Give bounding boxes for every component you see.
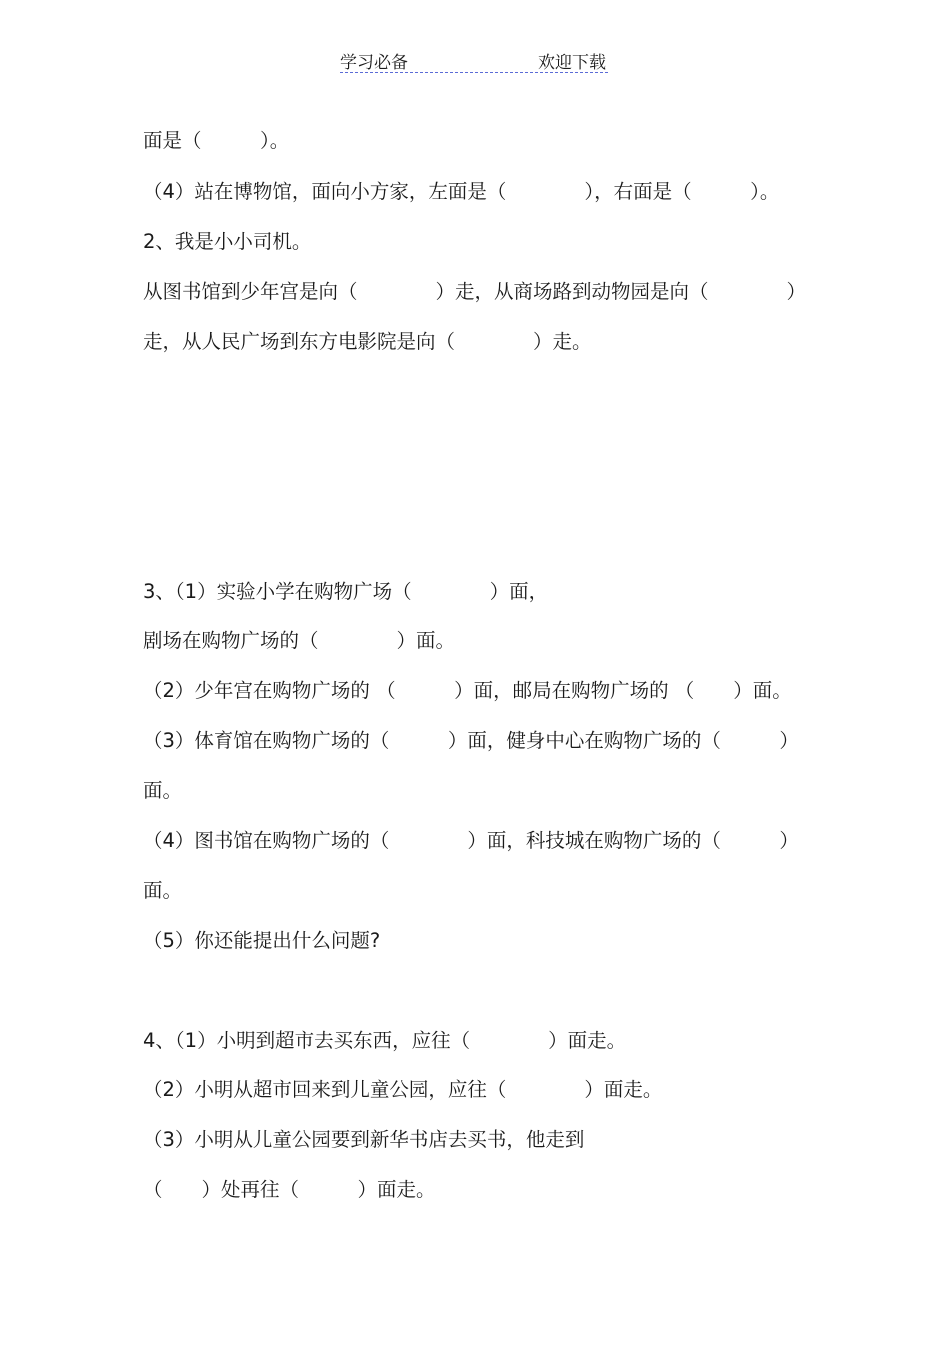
question-title: 2、我是小小司机。: [143, 230, 312, 253]
question-line: 面。: [143, 879, 183, 902]
question-line: （2）小明从超市回来到儿童公园，应往（ ）面走。: [143, 1078, 663, 1101]
header-right-text: 欢迎下载: [538, 53, 606, 73]
question-line: 剧场在购物广场的（ ）面。: [143, 629, 456, 652]
question-line: （ ）处再往（ ）面走。: [143, 1178, 436, 1201]
question-line: （3）小明从儿童公园要到新华书店去买书，他走到: [143, 1128, 585, 1151]
question-line: 面是（ ）。: [143, 129, 290, 152]
page-header: [340, 48, 608, 73]
question-line: 走，从人民广场到东方电影院是向（ ）走。: [143, 330, 592, 353]
question-line: （4）站在博物馆，面向小方家，左面是（ ），右面是（ ）。: [143, 180, 780, 203]
question-line: 从图书馆到少年宫是向（ ）走，从商场路到动物园是向（ ）: [143, 280, 807, 303]
question-line: （4）图书馆在购物广场的（ ）面，科技城在购物广场的（ ）: [143, 829, 799, 852]
question-line: （5）你还能提出什么问题?: [143, 929, 381, 952]
question-line: （3）体育馆在购物广场的（ ）面，健身中心在购物广场的（ ）: [143, 729, 799, 752]
question-title: 4、（1）小明到超市去买东西，应往（ ）面走。: [143, 1029, 627, 1052]
header-left-text: 学习必备: [340, 53, 408, 73]
question-title: 3、（1）实验小学在购物广场（ ）面，: [143, 580, 549, 603]
question-line: （2）少年宫在购物广场的 （ ）面，邮局在购物广场的 （ ）面。: [143, 679, 792, 702]
question-line: 面。: [143, 779, 183, 802]
